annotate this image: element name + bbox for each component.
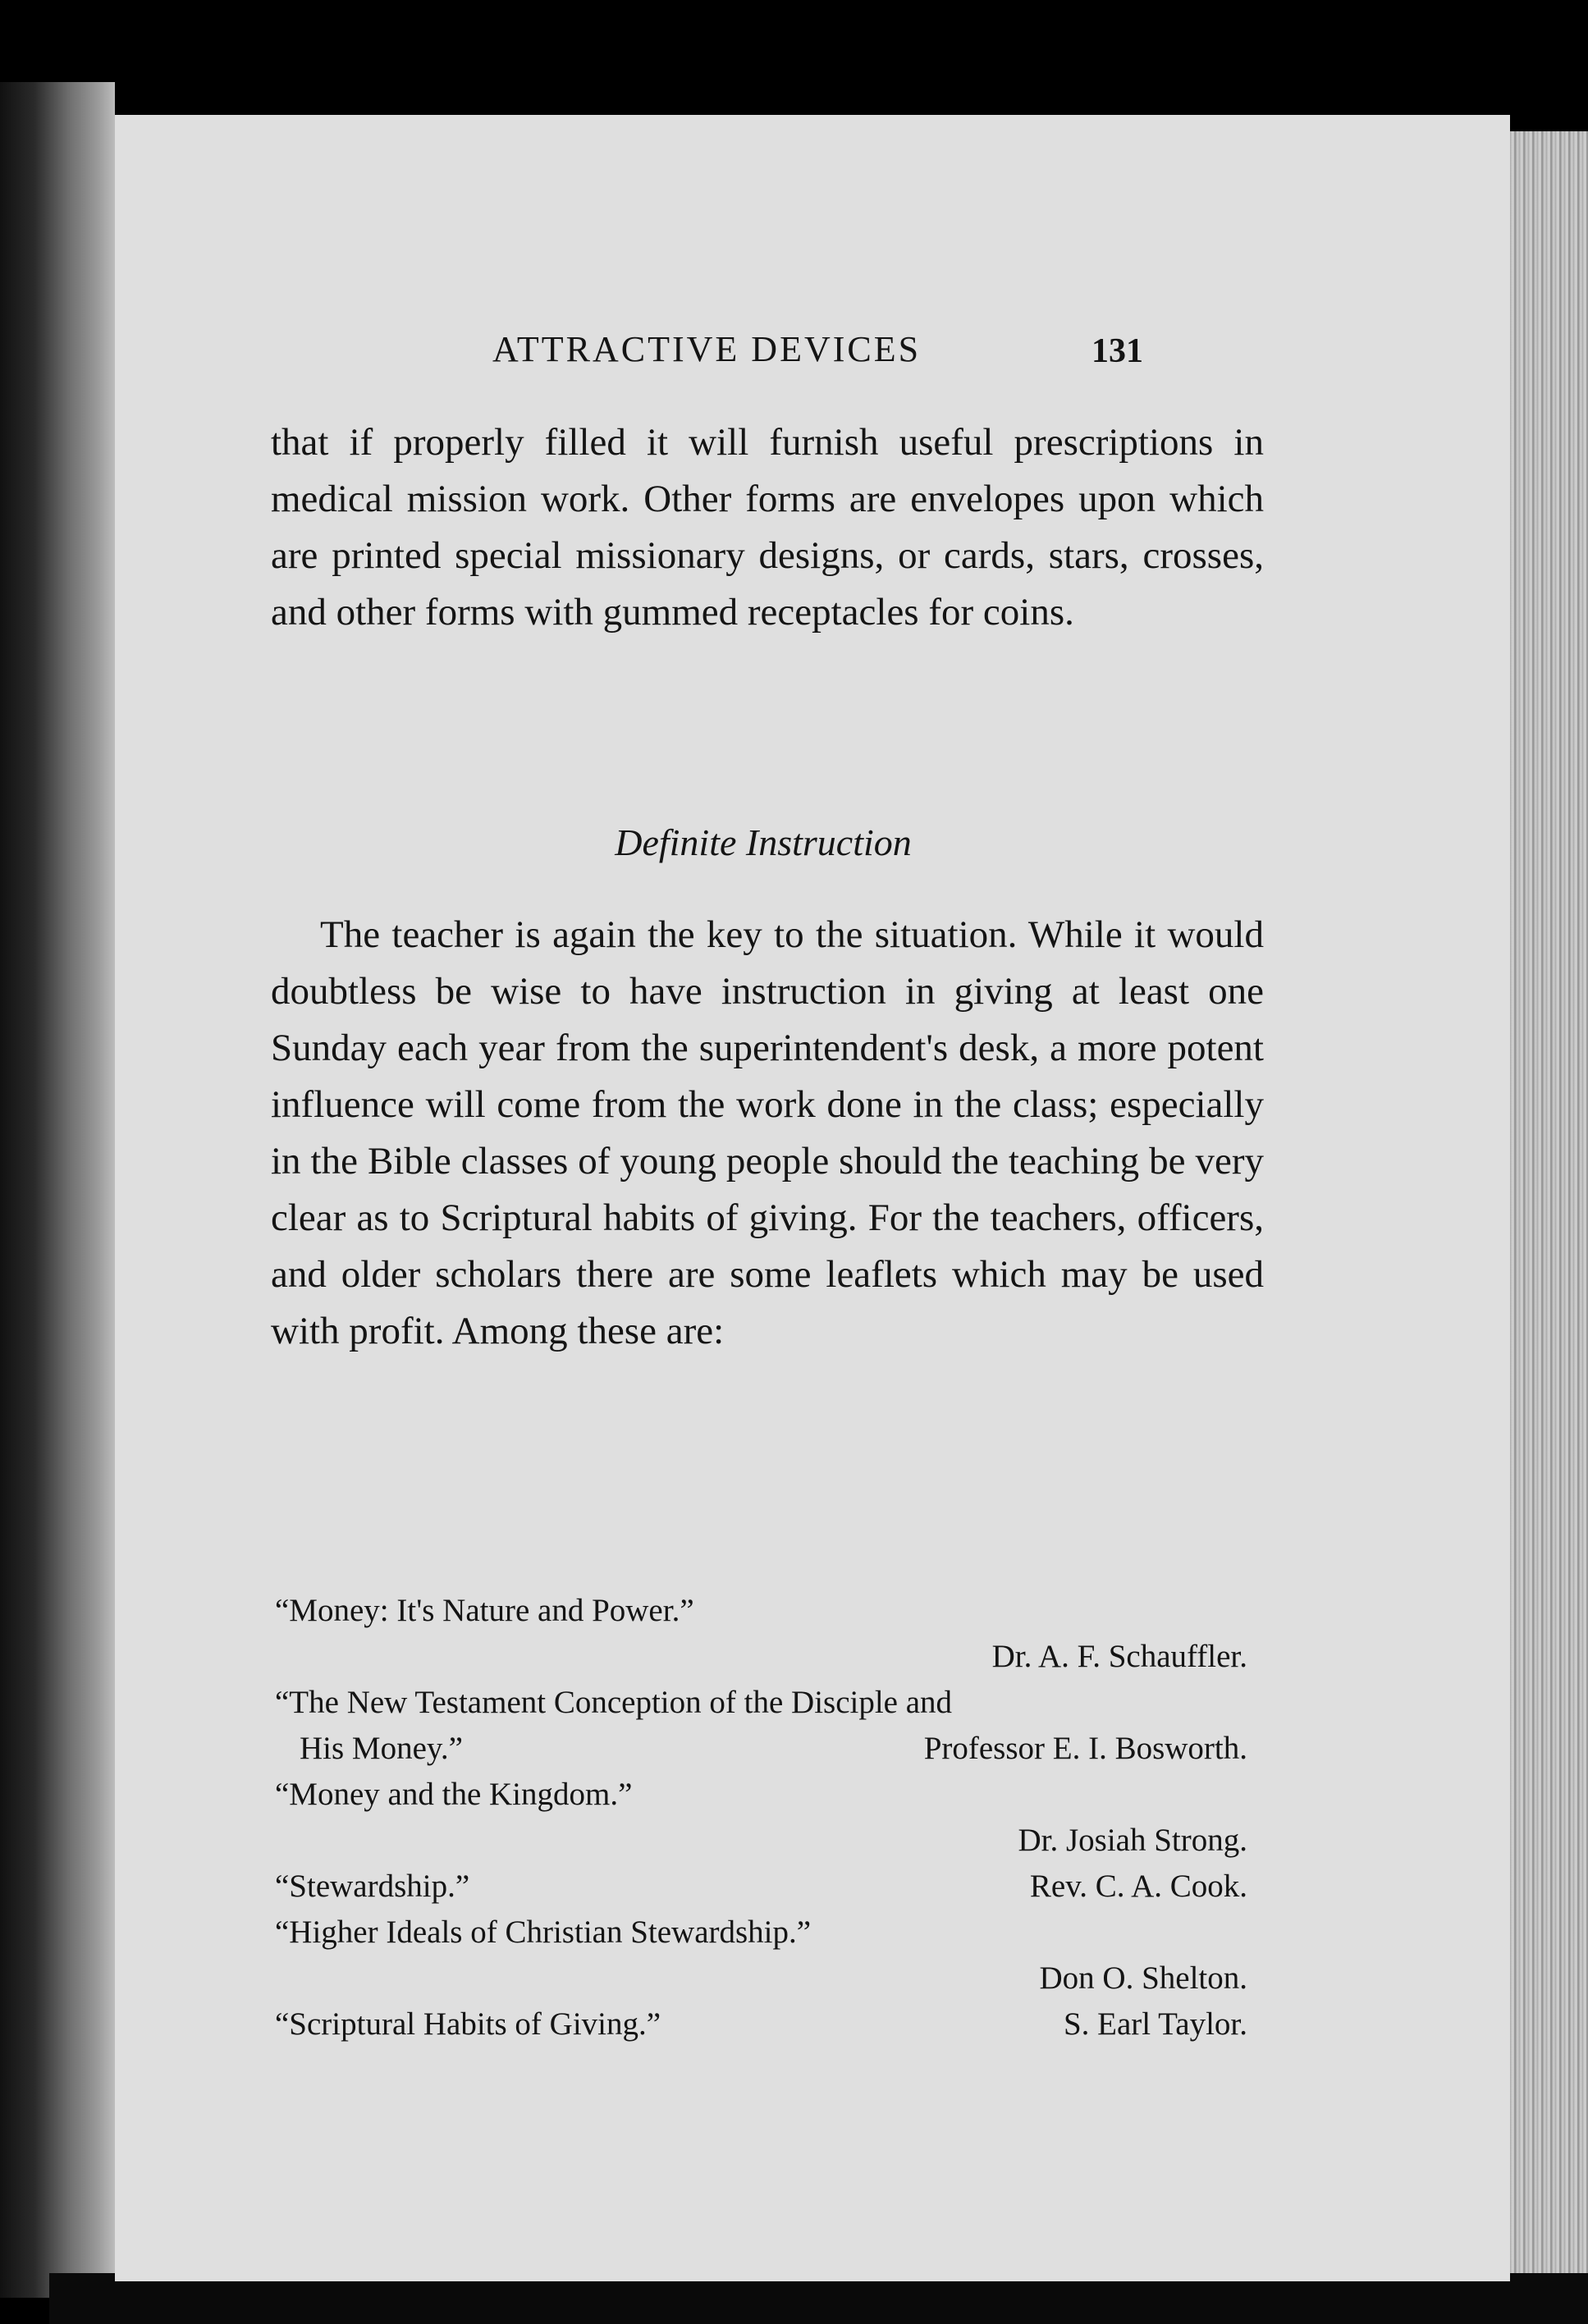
running-head-title: ATTRACTIVE DEVICES <box>492 329 922 369</box>
paragraph-continuation: that if properly filled it will furnish useful prescriptions in medical mission work. Other forms are envelopes upon which are printed special missionary designs, or cards, stars, crosses, and other forms with gummed receptacles for coins. <box>271 421 1264 634</box>
leaflet-item <box>275 1588 1247 1680</box>
leaflet-title: “Money: It's Nature and Power.” <box>275 1593 694 1628</box>
leaflet-item <box>275 2001 1247 2047</box>
leaflet-title: “Scriptural Habits of Giving.” <box>275 2006 661 2042</box>
book-left-edge <box>0 82 115 2298</box>
leaflet-author: Rev. C. A. Cook. <box>1029 1869 1247 1904</box>
leaflet-title-continued: His Money.” <box>300 1731 463 1766</box>
page-number: 131 <box>1091 332 1143 370</box>
leaflet-author: Dr. Josiah Strong. <box>1018 1823 1247 1858</box>
running-head <box>115 328 1510 386</box>
leaflet-item <box>275 1910 1247 2001</box>
book-right-edge <box>1502 131 1588 2281</box>
leaflet-title: “Higher Ideals of Christian Stewardship.” <box>275 1915 812 1950</box>
paragraph-instruction: The teacher is again the key to the situation. While it would doubtless be wise to have instruction in giving at least one Sunday each year from the superintendent's desk, a more potent influence will come from the work done in the class; especially in the Bible classes of young people should the teaching be very clear as to Scriptural habits of giving. For the teachers, officers, and older scholars there are some leaflets which may be used with profit. Among these are: <box>271 913 1264 1352</box>
leaflet-item <box>275 1772 1247 1864</box>
leaflet-item <box>275 1680 1247 1772</box>
leaflet-author: S. Earl Taylor. <box>1063 2006 1247 2042</box>
leaflet-title: “Stewardship.” <box>275 1869 470 1904</box>
book-page <box>115 115 1510 2281</box>
section-heading: Definite Instruction <box>615 821 912 863</box>
leaflet-author: Dr. A. F. Schauffler. <box>991 1639 1247 1674</box>
leaflet-title: “The New Testament Conception of the Disciple and <box>275 1685 953 1720</box>
leaflet-author: Professor E. I. Bosworth. <box>923 1731 1247 1766</box>
leaflet-list <box>275 1588 1247 2047</box>
leaflet-author: Don O. Shelton. <box>1039 1960 1247 1996</box>
leaflet-title: “Money and the Kingdom.” <box>275 1777 633 1812</box>
leaflet-item <box>275 1864 1247 1910</box>
